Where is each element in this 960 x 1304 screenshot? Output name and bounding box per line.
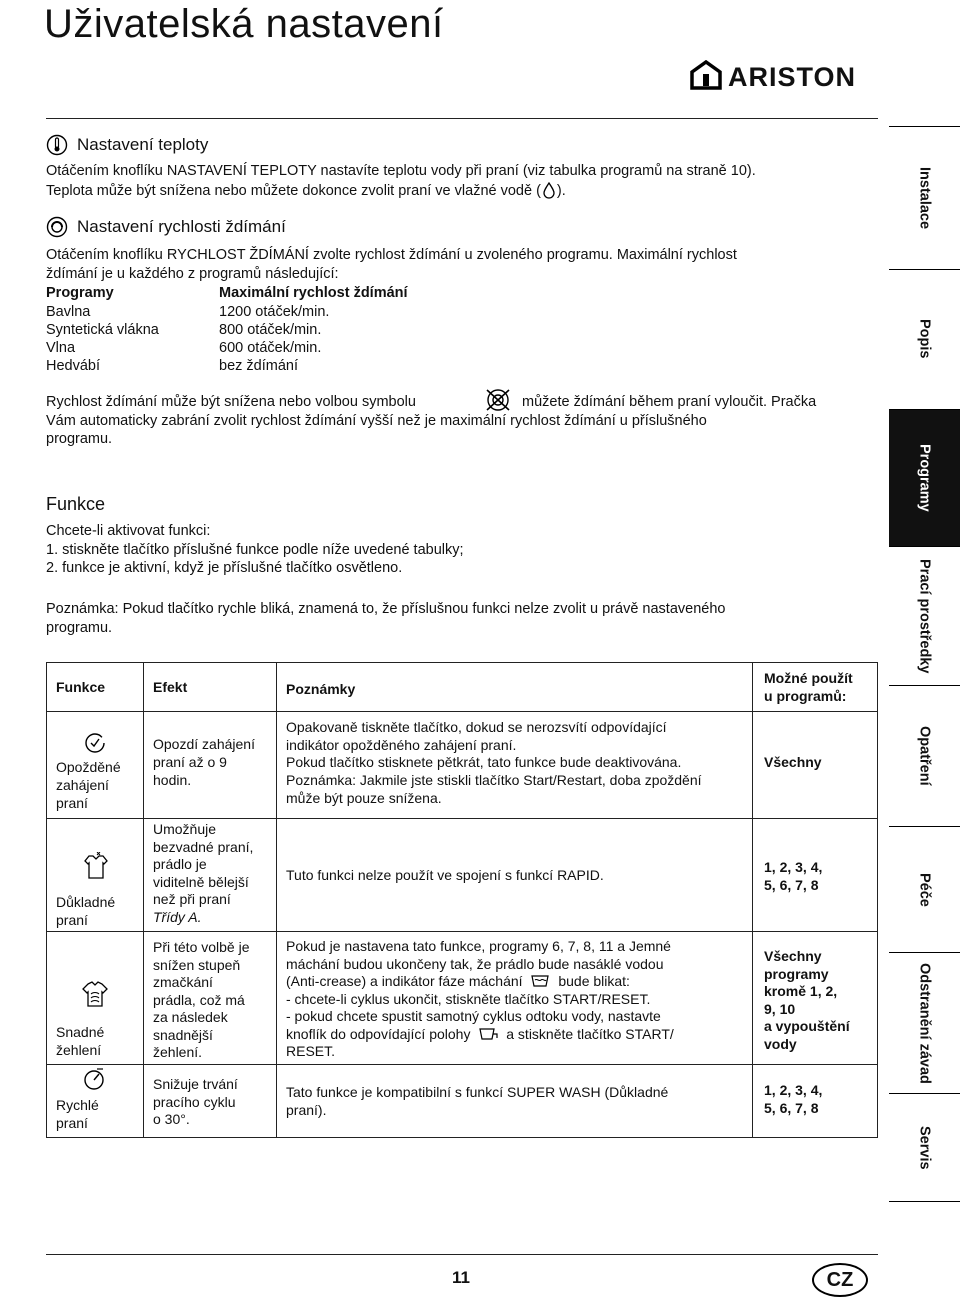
page-number: 11 [452,1268,470,1287]
spin-row-speed: 800 otáček/min. [219,322,322,338]
functions-note-2: programu. [46,620,113,636]
rapid-wash-icon [82,1067,106,1091]
function-notes: může být pouze snížena. [286,790,442,806]
sidebar-tab-instalace[interactable] [889,126,960,270]
sidebar-tab-label: Instalace [916,166,933,230]
function-notes: - pokud chcete spustit samotný cyklus odtoku vody, nastavte [286,1008,661,1024]
function-notes: Pokud tlačítko stisknete pětkrát, tato funkce bude deaktivována. [286,754,682,770]
spin-heading: Nastavení rychlosti ždímání [77,217,286,236]
notes-text: a stiskněte tlačítko START/ [506,1026,674,1042]
function-name: žehlení [56,1042,102,1058]
header-funkce: Funkce [56,679,106,695]
spin-col-program: Programy [46,285,114,301]
function-notes [286,1025,674,1043]
temperature-text-2b: ). [556,183,566,199]
intensive-wash-icon [84,852,108,880]
table-rule [276,662,277,1138]
spin-text-1: Otáčením knoflíku RYCHLOST ŽDÍMÁNÍ zvolte rychlost ždímání u zvoleného programu. Maximální rychlost [46,247,737,263]
easy-iron-icon [82,980,108,1008]
spin-note-1b: můžete ždímání během praní vyloučit. Pračka [522,394,817,410]
temperature-text-2 [46,181,566,201]
function-effect: Při této volbě je [153,939,250,955]
table-rule [46,662,878,663]
sidebar-tab-popis[interactable] [889,269,960,410]
spin-row-program: Vlna [46,340,76,356]
function-name: Rychlé [56,1097,99,1113]
sidebar-tab-label: Odstranění závad [916,962,933,1084]
functions-step-1: 1. stiskněte tlačítko příslušné funkce podle níže uvedené tabulky; [46,542,464,558]
table-rule [46,711,878,712]
header-poznamky: Poznámky [286,681,356,697]
sidebar-tab-label: Opatření [916,726,933,786]
table-rule [877,662,878,1138]
function-effect: snadnější [153,1027,213,1043]
functions-intro: Chcete-li aktivovat funkci: [46,523,211,539]
spin-row-program: Hedvábí [46,358,101,374]
temperature-text-2a: Teplota může být snížena nebo můžete dokonce zvolit praní ve vlažné vodě ( [46,183,541,199]
table-rule [46,818,878,819]
function-name: Snadné [56,1024,105,1040]
function-notes [286,972,630,990]
function-name: Důkladné [56,894,116,910]
sidebar-tab-pece[interactable] [889,827,960,953]
sidebar-tab-odstraneni-zavad[interactable] [889,953,960,1094]
function-programs: Všechny [764,754,822,770]
function-effect: žehlení. [153,1044,203,1060]
functions-heading: Funkce [46,494,106,514]
notes-text: bude blikat: [558,973,630,989]
rinse-icon [530,974,550,988]
function-effect: hodin. [153,772,192,788]
header-efekt: Efekt [153,679,188,695]
table-rule [752,662,753,1138]
function-effect: prádla, což má [153,992,245,1008]
function-programs: kromě 1, 2, [764,983,838,999]
function-programs: vody [764,1036,797,1052]
function-effect: než při praní [153,891,231,907]
sidebar-tab-label: Popis [916,319,933,359]
function-notes: praní). [286,1102,327,1118]
sidebar-tab-programy[interactable] [889,410,960,547]
function-effect: snížen stupeň [153,957,241,973]
sidebar-tab-label: Prací prostředky [916,558,933,674]
spin-col-speed: Maximální rychlost ždímání [219,285,408,301]
language-badge: CZ [812,1263,868,1297]
function-name: praní [56,795,88,811]
function-name: praní [56,1115,88,1131]
function-notes: Opakovaně tiskněte tlačítko, dokud se nerozsvítí odpovídající [286,719,667,735]
function-name: zahájení [56,777,109,793]
function-name: Opožděné [56,759,121,775]
function-effect: viditelně bělejší [153,874,249,890]
table-rule [46,1064,878,1065]
spin-row-program: Syntetická vlákna [46,322,159,338]
function-notes: máchání budou ukončeny tak, že prádlo bude nasáklé vodou [286,956,664,972]
function-effect: praní až o 9 [153,754,227,770]
spin-icon [46,216,68,238]
spin-row-speed: bez ždímání [219,358,298,374]
spin-row-speed: 600 otáček/min. [219,340,322,356]
function-programs: 5, 6, 7, 8 [764,1100,819,1116]
sidebar-tab-label: Péče [916,872,933,907]
spin-row-program: Bavlna [46,304,91,320]
thermometer-icon [46,134,68,156]
function-effect: bezvadné praní, [153,839,254,855]
spin-note-2: Vám automaticky zabrání zvolit rychlost ždímání vyšší než je maximální rychlost ždímání u příslušného [46,413,707,429]
function-effect: zmačkání [153,974,213,990]
function-programs: 1, 2, 3, 4, [764,859,823,875]
function-effect: za následek [153,1009,228,1025]
temperature-text-1: Otáčením knoflíku NASTAVENÍ TEPLOTY nastavíte teplotu vody při praní (viz tabulka programů na straně 10). [46,163,756,179]
function-programs: 1, 2, 3, 4, [764,1082,823,1098]
table-rule [46,931,878,932]
spin-note-3: programu. [46,431,113,447]
spin-row-speed: 1200 otáček/min. [219,304,330,320]
sidebar-tab-label: Servis [916,1125,933,1170]
function-programs: programy [764,966,829,982]
functions-step-2: 2. funkce je aktivní, když je příslušné tlačítko osvětleno. [46,560,403,576]
brand-logo [690,60,875,90]
section-sidebar [889,126,960,1202]
sidebar-tab-opatreni[interactable] [889,686,960,827]
notes-text: (Anti-crease) a indikátor fáze máchání [286,973,523,989]
function-effect: Umožňuje [153,821,217,837]
sidebar-tab-praci-prostredky[interactable] [889,547,960,686]
function-effect: o 30°. [153,1111,190,1127]
table-rule [46,1137,878,1138]
function-name: praní [56,912,88,928]
function-effect: Snižuje trvání [153,1076,238,1092]
function-effect: Opozdí zahájení [153,736,255,752]
spin-note-1a: Rychlost ždímání může být snížena nebo volbou symbolu [46,394,416,410]
drain-icon [478,1027,498,1041]
function-notes: Pokud je nastavena tato funkce, programy 6, 7, 8, 11 a Jemné [286,938,671,954]
footer-divider [46,1254,878,1255]
page-title: Uživatelská nastavení [44,2,444,46]
header-divider [46,118,878,119]
sidebar-tab-label: Programy [916,444,933,512]
header-pouzit-2: u programů: [764,688,847,704]
function-programs: Všechny [764,948,822,964]
function-effect: Třídy A. [153,909,202,925]
header-pouzit-1: Možné použít [764,670,853,686]
no-spin-icon [484,388,512,412]
function-notes: indikátor opožděného zahájení praní. [286,737,517,753]
brand-name: ARISTON [728,62,857,92]
function-notes: - chcete-li cyklus ukončit, stiskněte tlačítko START/RESET. [286,991,651,1007]
function-notes: Tuto funkci nelze použít ve spojení s funkcí RAPID. [286,867,604,883]
function-programs: 5, 6, 7, 8 [764,877,819,893]
function-programs: 9, 10 [764,1001,796,1017]
temperature-heading: Nastavení teploty [77,135,209,154]
table-rule [46,662,47,1138]
house-logo-icon [690,60,722,90]
function-notes: Tato funkce je kompatibilní s funkcí SUPER WASH (Důkladné [286,1084,669,1100]
delay-clock-icon [84,732,106,754]
table-rule [143,662,144,1138]
sidebar-tab-servis[interactable] [889,1094,960,1202]
function-notes: RESET. [286,1043,336,1059]
function-effect: prádlo je [153,856,207,872]
functions-note-1: Poznámka: Pokud tlačítko rychle bliká, znamená to, že příslušnou funkci nelze zvolit u právě nastaveného [46,601,726,617]
notes-text: knoflík do odpovídající polohy [286,1026,471,1042]
function-effect: pracího cyklu [153,1094,236,1110]
function-programs: a vypouštění [764,1018,850,1034]
cold-water-icon [541,181,557,199]
spin-text-2: ždímání je u každého z programů následující: [46,266,339,282]
function-notes: Poznámka: Jakmile jste stiskli tlačítko Start/Restart, doba zpoždění [286,772,702,788]
